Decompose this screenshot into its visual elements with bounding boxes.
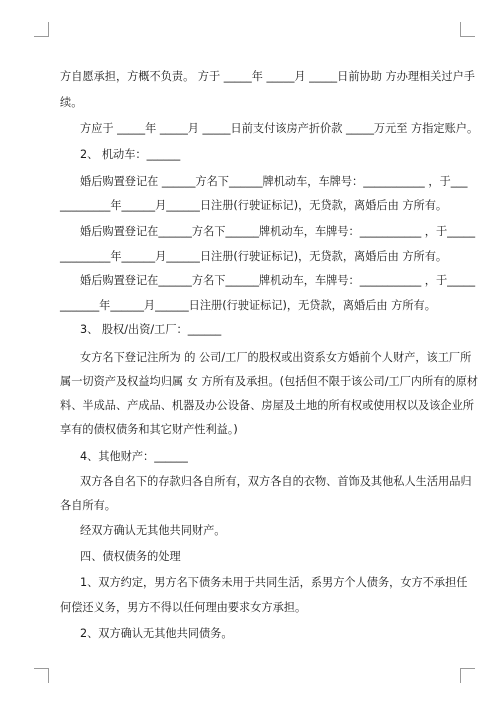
text-line: 双方各自名下的存款归各自所有，双方各自的衣物、首饰及其他私人生活用品归 bbox=[80, 475, 472, 488]
text-line: 何偿还义务，男方不得以任何理由要求女方承担。 bbox=[60, 601, 307, 614]
text-line: _________年______月______日注册(行驶证标记)，无贷款，离婚后由 方所有。 bbox=[60, 250, 448, 263]
corner-mark-top-right bbox=[460, 22, 475, 37]
section-heading: 3、 股权/出资/工厂：______ bbox=[80, 323, 222, 336]
text-line: 经双方确认无其他共同财产。 bbox=[80, 524, 226, 537]
text-line: _________年______月______日注册(行驶证标记)，无贷款，离婚后由 方所有。 bbox=[60, 199, 448, 212]
text-line: 婚后购置登记在 ______方名下______牌机动车，车牌号：___________ ，于___ bbox=[80, 175, 468, 188]
corner-mark-bottom-right bbox=[460, 668, 475, 683]
text-line: 婚后购置登记在______方名下______牌机动车，车牌号：___________ ，于_____ bbox=[80, 225, 476, 238]
text-line: _______年______月______日注册(行驶证标记)，无贷款，离婚后由 方所有。 bbox=[60, 299, 436, 312]
text-line: 享有的债权债务和其它财产性利益。) bbox=[60, 423, 238, 436]
text-line: 各自所有。 bbox=[60, 499, 116, 512]
text-line: 婚后购置登记在______方名下______牌机动车，车牌号：___________ ，于_____ bbox=[80, 274, 476, 287]
corner-mark-top-left bbox=[34, 22, 49, 37]
section-heading: 2、 机动车：______ bbox=[80, 148, 181, 161]
text-line: 料、半成品、产成品、机器及办公设备、房屋及土地的所有权或使用权以及该企业所 bbox=[60, 399, 474, 412]
text-line: 属一切资产及权益均归属 女 方所有及承担。(包括但不限于该公司/工厂内所有的原材 bbox=[60, 375, 478, 388]
section-heading: 4、其他财产：______ bbox=[80, 450, 188, 463]
text-line: 1、双方约定，男方名下债务未用于共同生活，系男方个人债务，女方不承担任 bbox=[80, 576, 468, 589]
text-line: 续。 bbox=[60, 96, 83, 109]
text-line: 2、双方确认无其他共同债务。 bbox=[80, 627, 233, 640]
text-line: 方自愿承担，方概不负责。 方于 _____年 _____月 _____日前协助 方办理相关过户手 bbox=[60, 70, 475, 83]
section-heading: 四、债权债务的处理 bbox=[80, 550, 181, 563]
text-line: 女方名下登记注所为 的 公司/工厂的股权或出资系女方婚前个人财产，该工厂所 bbox=[80, 351, 472, 364]
text-line: 方应于 _____年 _____月 _____日前支付该房产折价款 _____万元至 方指定账户。 bbox=[80, 122, 479, 135]
corner-mark-bottom-left bbox=[34, 668, 49, 683]
